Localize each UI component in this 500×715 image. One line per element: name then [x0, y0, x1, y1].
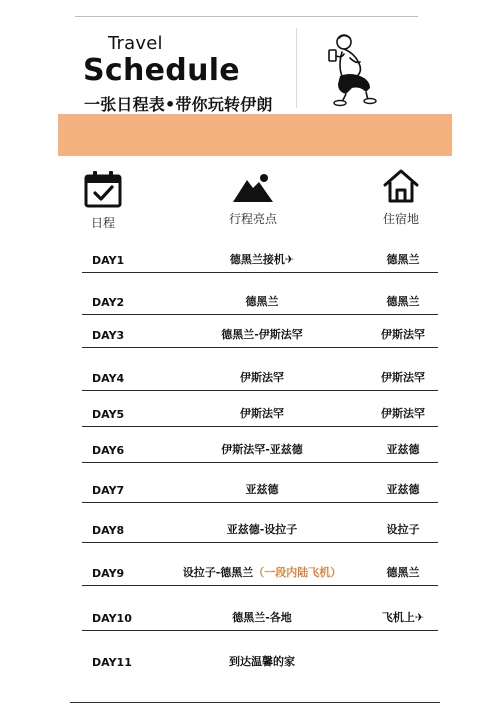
stay-cell: 德黑兰 — [386, 566, 420, 579]
bottom-divider — [70, 702, 440, 703]
column-label-lodging: 住宿地 — [382, 212, 419, 226]
day-cell: DAY8 — [92, 524, 125, 537]
subtitle: 一张日程表•带你玩转伊朗 — [84, 95, 273, 114]
day-cell: DAY10 — [92, 612, 132, 625]
column-label-schedule: 日程 — [90, 216, 115, 230]
stay-cell: 亚兹德 — [386, 443, 420, 456]
plan-cell: 伊斯法罕-亚兹德 — [221, 443, 303, 456]
stay-cell: 伊斯法罕 — [381, 407, 425, 420]
table-row — [82, 366, 438, 391]
plan-cell: 德黑兰-伊斯法罕 — [221, 328, 303, 341]
table-row — [82, 438, 438, 463]
plan-cell: 到达温馨的家 — [229, 655, 295, 668]
plan-cell: 亚兹德-设拉子 — [226, 523, 298, 536]
table-row — [82, 478, 438, 503]
day-cell: DAY6 — [92, 444, 125, 457]
stay-cell: 德黑兰 — [386, 253, 420, 266]
stay-cell: 设拉子 — [386, 523, 420, 536]
mountain-icon — [231, 189, 275, 208]
home-icon — [382, 189, 420, 208]
plan-cell: 德黑兰 — [245, 295, 279, 308]
day-cell: DAY9 — [92, 567, 125, 580]
plan-cell: 德黑兰接机✈ — [229, 253, 295, 266]
plan-cell: 亚兹德 — [245, 483, 279, 496]
day-cell: DAY2 — [92, 296, 125, 309]
header-divider — [296, 28, 297, 108]
calendar-check-icon — [83, 193, 123, 212]
column-header-highlights — [222, 172, 284, 227]
top-divider — [75, 16, 418, 17]
table-row — [82, 650, 438, 674]
day-cell: DAY11 — [92, 656, 132, 669]
table-row — [82, 518, 438, 543]
plan-cell: 伊斯法罕 — [240, 407, 284, 420]
day-cell: DAY1 — [92, 254, 125, 267]
table-row — [82, 402, 438, 427]
day-cell: DAY7 — [92, 484, 125, 497]
table-row — [82, 606, 438, 631]
title-schedule: Schedule — [83, 53, 240, 88]
table-row — [82, 248, 438, 273]
title-travel: Travel — [108, 33, 163, 54]
stay-cell: 德黑兰 — [386, 295, 420, 308]
person-with-phone-illustration — [320, 32, 380, 112]
day-cell: DAY4 — [92, 372, 125, 385]
stay-cell: 伊斯法罕 — [381, 371, 425, 384]
accent-band — [58, 114, 452, 156]
column-header-schedule — [80, 170, 126, 231]
plan-cell: 伊斯法罕 — [240, 371, 284, 384]
day-cell: DAY3 — [92, 329, 125, 342]
plan-cell: 德黑兰-各地 — [232, 611, 292, 624]
column-label-highlights: 行程亮点 — [228, 212, 277, 226]
day-cell: DAY5 — [92, 408, 125, 421]
column-header-lodging — [376, 168, 426, 227]
table-row — [82, 323, 438, 348]
stay-cell: 飞机上✈ — [381, 611, 425, 624]
plan-cell: 设拉子-德黑兰（一段内陆飞机） — [182, 566, 342, 579]
stay-cell: 亚兹德 — [386, 483, 420, 496]
table-row — [82, 561, 438, 586]
stay-cell: 伊斯法罕 — [381, 328, 425, 341]
table-row — [82, 290, 438, 315]
